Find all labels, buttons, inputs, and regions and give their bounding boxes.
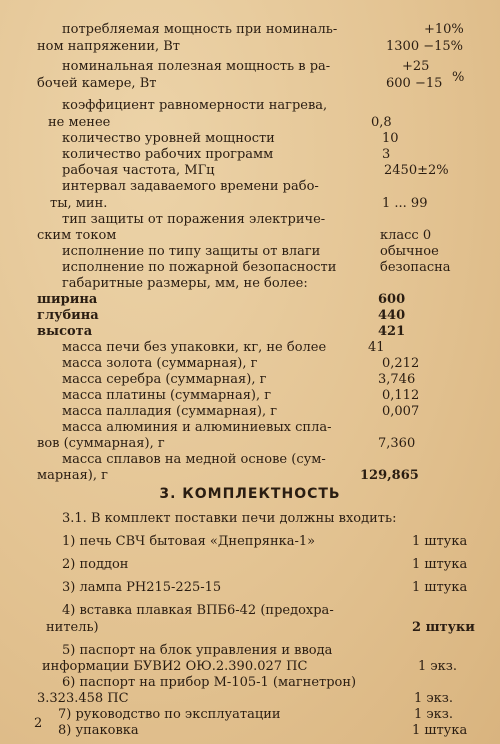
mass-aluminium-line2: вов (суммарная), г — [37, 436, 165, 451]
section-heading: 3. КОМПЛЕКТНОСТЬ — [159, 486, 341, 502]
mass-gold: масса золота (суммарная), г — [62, 356, 258, 371]
kit-item-fuse-line1: 4) вставка плавкая ВПБ6-42 (предохра- — [62, 603, 334, 618]
spec-time-interval-line1: интервал задаваемого времени рабо- — [62, 179, 319, 194]
spec-power-consumption-line2: ном напряжении, Вт — [37, 39, 180, 54]
spec-useful-power-line2: бочей камере, Вт — [37, 76, 157, 91]
mass-palladium-value: 0,007 — [382, 404, 420, 419]
spec-fire-safety-value: безопасна — [380, 260, 451, 275]
mass-oven-value: 41 — [368, 340, 385, 355]
spec-programs: количество рабочих программ — [62, 147, 274, 162]
mass-copper-alloys-value: 129,865 — [360, 468, 419, 483]
dim-width-value: 600 — [378, 292, 406, 307]
spec-power-levels-value: 10 — [382, 131, 399, 146]
kit-item-tray-qty: 1 штука — [412, 557, 468, 572]
kit-item-oven-qty: 1 штука — [412, 534, 468, 549]
mass-aluminium-line1: масса алюминия и алюминиевых спла- — [62, 420, 332, 435]
kit-item-packaging-qty: 1 штука — [412, 723, 468, 738]
spec-power-consumption-line1: потребляемая мощность при номиналь- — [62, 22, 338, 37]
spec-power-levels: количество уровней мощности — [62, 131, 275, 146]
spec-time-interval-line2: ты, мин. — [50, 196, 108, 211]
mass-copper-alloys-line2: марная), г — [37, 468, 108, 483]
spec-shock-protection-line1: тип защиты от поражения электриче- — [62, 212, 326, 227]
kit-item-passport-magnetron-line2: 3.323.458 ПС — [37, 691, 129, 706]
spec-power-consumption-value: 1300 −15% — [386, 39, 464, 54]
spec-useful-power-tolerance-plus: +25 — [402, 59, 430, 74]
spec-power-consumption-tolerance-plus: +10% — [424, 22, 464, 37]
mass-silver: масса серебра (суммарная), г — [62, 372, 267, 387]
kit-item-packaging: 8) упаковка — [58, 723, 139, 738]
kit-item-passport-control-qty: 1 экз. — [418, 659, 458, 674]
mass-gold-value: 0,212 — [382, 356, 420, 371]
spec-useful-power-percent: % — [452, 70, 465, 85]
spec-shock-protection-value: класс 0 — [380, 228, 432, 243]
kit-item-passport-control-line1: 5) паспорт на блок управления и ввода — [62, 643, 333, 658]
mass-copper-alloys-line1: масса сплавов на медной основе (сум- — [62, 452, 326, 467]
kit-item-fuse-line2: нитель) — [46, 620, 99, 635]
mass-platinum-value: 0,112 — [382, 388, 420, 403]
spec-dimensions-heading: габаритные размеры, мм, не более: — [62, 276, 308, 291]
mass-palladium: масса палладия (суммарная), г — [62, 404, 278, 419]
spec-shock-protection-line2: ским током — [37, 228, 117, 243]
spec-uniformity-line1: коэффициент равномерности нагрева, — [62, 98, 328, 113]
mass-platinum: масса платины (суммарная), г — [62, 388, 272, 403]
section-intro: 3.1. В комплект поставки печи должны входить: — [62, 511, 397, 526]
mass-oven: масса печи без упаковки, кг, не более — [62, 340, 327, 355]
kit-item-fuse-qty: 2 штуки — [412, 620, 475, 635]
kit-item-lamp: 3) лампа РН215-225-15 — [62, 580, 222, 595]
kit-item-oven: 1) печь СВЧ бытовая «Днепрянка-1» — [62, 534, 316, 549]
dim-height-value: 421 — [378, 324, 406, 339]
spec-uniformity-value: 0,8 — [371, 115, 392, 130]
spec-moisture-value: обычное — [380, 244, 439, 259]
kit-item-passport-magnetron-qty: 1 экз. — [414, 691, 454, 706]
dim-depth-value: 440 — [378, 308, 406, 323]
dim-depth-label: глубина — [37, 308, 99, 323]
spec-moisture: исполнение по типу защиты от влаги — [62, 244, 321, 259]
spec-uniformity-line2: не менее — [48, 115, 111, 130]
kit-item-passport-magnetron-line1: 6) паспорт на прибор М-105-1 (магнетрон) — [62, 675, 357, 690]
spec-frequency-value: 2450±2% — [384, 163, 449, 178]
dim-height-label: высота — [37, 324, 93, 339]
kit-item-passport-control-line2: информации БУВИ2 ОЮ.2.390.027 ПС — [42, 659, 308, 674]
kit-item-lamp-qty: 1 штука — [412, 580, 468, 595]
spec-time-interval-value: 1 ... 99 — [382, 196, 428, 211]
spec-useful-power-value: 600 −15 — [386, 76, 443, 91]
kit-item-manual-qty: 1 экз. — [414, 707, 454, 722]
spec-frequency: рабочая частота, МГц — [62, 163, 215, 178]
page-number: 2 — [34, 716, 43, 731]
kit-item-tray: 2) поддон — [62, 557, 129, 572]
spec-useful-power-line1: номинальная полезная мощность в ра- — [62, 59, 331, 74]
kit-item-manual: 7) руководство по эксплуатации — [58, 707, 281, 722]
spec-fire-safety: исполнение по пожарной безопасности — [62, 260, 337, 275]
mass-aluminium-value: 7,360 — [378, 436, 416, 451]
dim-width-label: ширина — [37, 292, 98, 307]
mass-silver-value: 3,746 — [378, 372, 416, 387]
spec-programs-value: 3 — [382, 147, 391, 162]
